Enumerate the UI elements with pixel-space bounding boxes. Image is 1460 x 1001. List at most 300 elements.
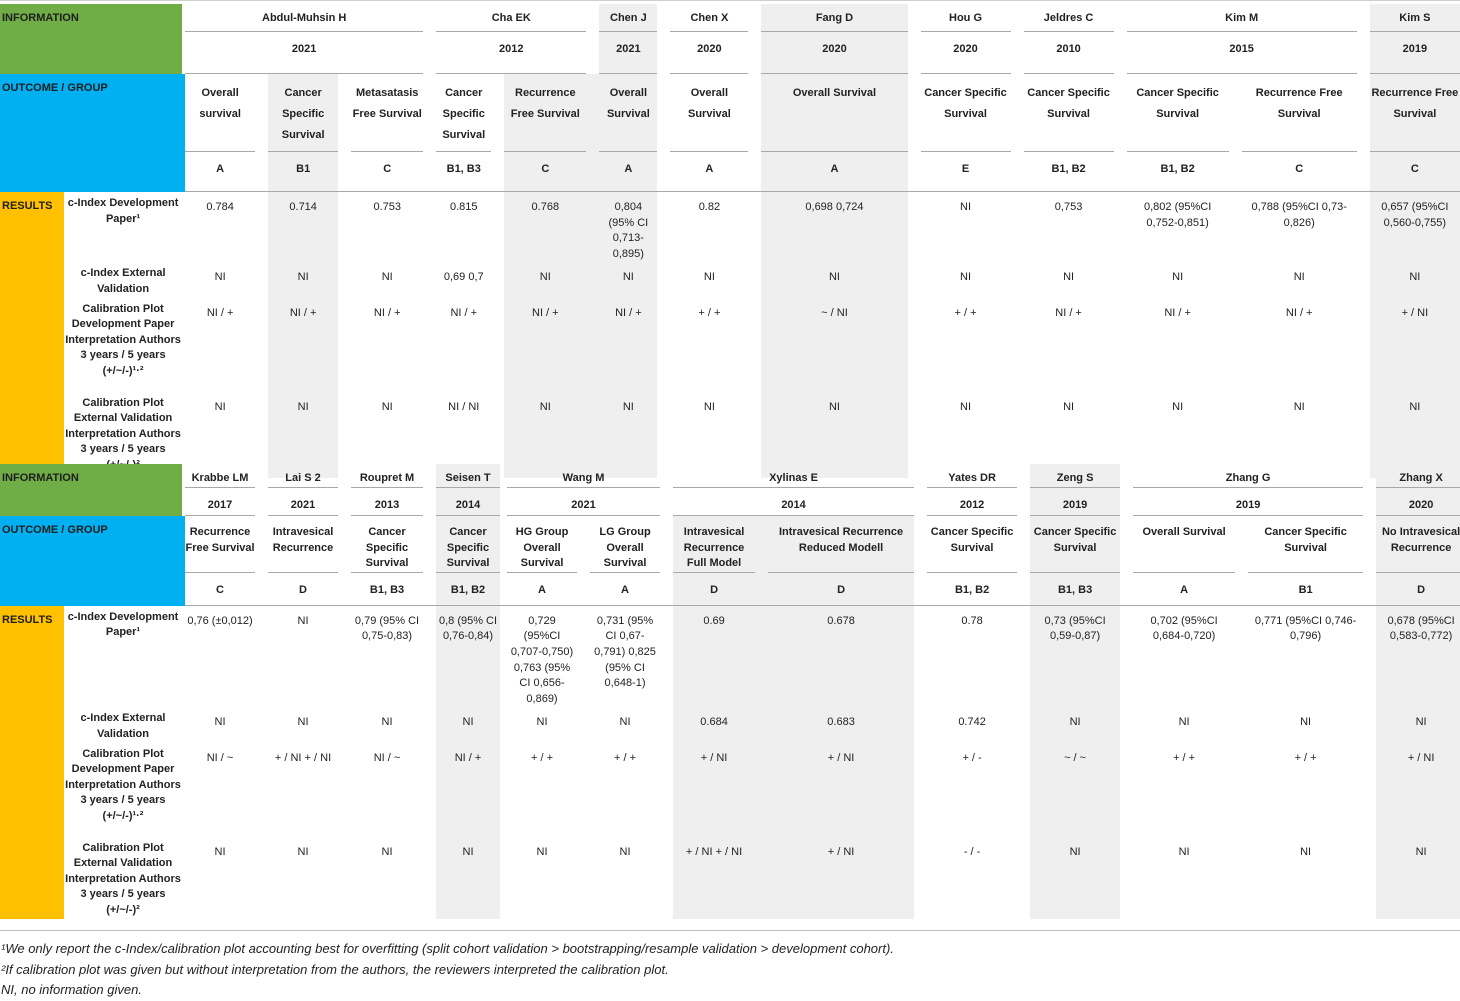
group-gutter	[908, 152, 921, 192]
result-cell: 0,788 (95%CI 0,73-0,826)	[1251, 201, 1347, 229]
result-cell: NI	[436, 707, 500, 742]
result-cell: 0,79 (95% CI 0,75-0,83)	[354, 614, 420, 643]
result-cell: 0,76 (±0,012)	[187, 614, 253, 627]
year-row-gutter	[255, 488, 268, 516]
group-cell: B1, B3	[436, 152, 491, 192]
author-row-9: Zhang X	[1376, 464, 1460, 488]
result-gutter	[338, 743, 351, 837]
result-cell: 0,69 0,7	[443, 271, 484, 284]
cal-ext-row-label: Calibration Plot External Validation Interpretation Authors 3 years / 5 years (+/~/-)²	[65, 841, 181, 916]
cindex-ext-row-label: c-Index External Validation	[80, 712, 166, 740]
result-gutter	[660, 743, 673, 837]
group-gutter	[914, 573, 927, 606]
result-cell: NI	[1376, 707, 1460, 742]
result-cell: NI	[381, 716, 393, 729]
year-row-0: 2021	[185, 32, 423, 74]
result-cell: 0.678	[768, 606, 914, 708]
result-cell: NI	[960, 271, 972, 284]
result-gutter	[1363, 837, 1376, 919]
author-row-gutter	[500, 464, 507, 488]
result-cell: 0.784	[206, 201, 234, 213]
result-cell: NI	[761, 392, 907, 478]
year-row-3: 2014	[436, 488, 500, 516]
group-band	[0, 152, 182, 192]
result-gutter	[1120, 743, 1133, 837]
result-cell: 0,771 (95%CI 0,746-0,796)	[1254, 614, 1357, 643]
outcome-label: OUTCOME / GROUP	[0, 516, 182, 573]
result-gutter	[914, 743, 927, 837]
group-gutter	[1120, 573, 1133, 606]
author-row-gutter	[1357, 4, 1370, 32]
result-gutter	[586, 262, 599, 297]
outcome-cell: Cancer Specific Survival	[1127, 74, 1229, 152]
group-gutter	[255, 573, 268, 606]
result-cell: NI	[1293, 400, 1305, 413]
result-cell: NI	[1376, 837, 1460, 919]
result-cell: 0.714	[268, 192, 338, 262]
year-row-6: 2012	[927, 488, 1017, 516]
cal-ext-row	[0, 837, 1460, 919]
group-gutter	[1235, 573, 1248, 606]
result-gutter	[1011, 298, 1024, 392]
year-row-8: 2019	[1133, 488, 1363, 516]
top-rule	[0, 0, 1460, 1]
footnote-3: NI, no information given.	[1, 982, 142, 997]
result-cell: 0,73 (95%CI 0,59-0,87)	[1030, 606, 1120, 708]
result-gutter	[914, 837, 927, 919]
author-row-gutter	[1363, 464, 1376, 488]
group-cell: D	[1376, 573, 1460, 606]
group-gutter	[586, 152, 599, 192]
outcome-cell: Intravesical Recurrence Full Model	[673, 516, 755, 573]
author-row-gutter	[423, 4, 436, 32]
result-cell: NI / +	[436, 743, 500, 837]
footnote-1: ¹We only report the c-Index/calibration plot accounting best for overfitting (split cohort validation > bootstrapping/resample validation > development cohort).	[1, 941, 894, 956]
year-row-4: 2021	[507, 488, 660, 516]
result-gutter	[500, 707, 507, 742]
result-cell: NI	[214, 716, 226, 729]
outcome-gutter	[908, 74, 921, 152]
group-gutter	[255, 152, 268, 192]
year-row-7: 2015	[1127, 32, 1357, 74]
result-cell: NI / ~	[206, 751, 234, 764]
result-gutter	[908, 262, 921, 297]
result-cell: NI	[599, 262, 657, 297]
result-gutter	[491, 262, 504, 297]
outcome-gutter	[423, 74, 436, 152]
result-gutter	[577, 837, 590, 919]
author-row-7: Zeng S	[1030, 464, 1120, 488]
year-row-1: 2012	[436, 32, 586, 74]
cal-ext-row-band	[0, 837, 64, 919]
group-gutter	[500, 573, 507, 606]
result-cell: NI	[703, 400, 715, 413]
outcome-cell: Overall survival	[185, 74, 255, 152]
footnote-2: ²If calibration plot was given but without interpretation from the authors, the reviewers interpreted the calibration plot.	[1, 961, 669, 977]
group-cell: A	[507, 573, 577, 606]
result-cell: NI	[504, 262, 586, 297]
result-cell: NI	[214, 271, 226, 284]
cindex-dev-row-label: c-Index Development Paper¹	[67, 610, 179, 639]
result-gutter	[423, 707, 436, 742]
cal-dev-row-band	[0, 743, 64, 837]
result-gutter	[500, 743, 507, 837]
group-cell: B1, B2	[1024, 152, 1114, 192]
result-cell: 0,698 0,724	[761, 192, 907, 262]
group-cell: D	[673, 573, 755, 606]
result-gutter	[755, 707, 768, 742]
outcome-cell: Recurrence Free Survival	[185, 516, 255, 573]
result-cell: + / +	[1294, 751, 1317, 764]
group-gutter	[748, 152, 761, 192]
result-gutter	[577, 606, 590, 708]
result-gutter	[1357, 298, 1370, 392]
result-cell: 0.684	[673, 707, 755, 742]
result-gutter	[1363, 606, 1376, 708]
group-cell: C	[504, 152, 586, 192]
author-row-gutter	[1114, 4, 1127, 32]
result-cell: NI / +	[504, 298, 586, 392]
result-cell: NI / +	[450, 306, 478, 319]
year-row-1: 2021	[268, 488, 338, 516]
result-gutter	[1120, 837, 1133, 919]
result-gutter	[255, 837, 268, 919]
cal-dev-row-label: Calibration Plot Development Paper Interpretation Authors 3 years / 5 years (+/~/-)¹·²	[65, 747, 181, 822]
result-gutter	[1011, 192, 1024, 262]
result-cell: + / +	[1173, 751, 1196, 764]
result-gutter	[423, 837, 436, 919]
group-gutter	[423, 573, 436, 606]
result-gutter	[255, 298, 268, 392]
author-row-gutter	[338, 464, 351, 488]
result-gutter	[255, 192, 268, 262]
table-part-2	[0, 464, 1460, 919]
result-gutter	[1229, 262, 1242, 297]
result-cell: NI / ~	[373, 751, 401, 764]
result-gutter	[660, 837, 673, 919]
result-gutter	[660, 606, 673, 708]
author-row-gutter	[748, 4, 761, 32]
result-cell: NI / NI	[448, 400, 480, 413]
group-cell: A	[670, 152, 748, 192]
group-cell: A	[1133, 573, 1235, 606]
result-cell: NI	[297, 614, 309, 627]
group-row	[0, 152, 1460, 192]
outcome-cell: Recurrence Free Survival	[1242, 74, 1357, 152]
result-cell: NI	[1300, 716, 1312, 729]
result-gutter	[1363, 743, 1376, 837]
result-cell: NI	[1063, 271, 1075, 284]
result-cell: NI	[536, 716, 548, 729]
result-cell: NI / +	[373, 306, 401, 319]
result-gutter	[748, 192, 761, 262]
cal-ext-row-label: Calibration Plot External Validation Interpretation Authors 3 years / 5 years	[65, 396, 181, 456]
year-row	[0, 32, 1460, 74]
result-gutter	[423, 298, 436, 392]
outcome-gutter	[491, 74, 504, 152]
result-cell: 0,804 (95% CI 0,713-0,895)	[599, 192, 657, 262]
result-gutter	[660, 707, 673, 742]
result-cell: + / -	[962, 751, 982, 764]
result-cell: + / +	[531, 751, 554, 764]
group-gutter	[423, 152, 436, 192]
group-cell: B1, B2	[927, 573, 1017, 606]
result-gutter	[586, 298, 599, 392]
result-gutter	[755, 743, 768, 837]
outcome-cell: Recurrence Free Survival	[504, 74, 586, 152]
group-gutter	[1363, 573, 1376, 606]
cindex-ext-row	[0, 262, 1460, 297]
result-cell: + / NI + / NI	[673, 837, 755, 919]
result-cell: NI	[1172, 400, 1184, 413]
result-cell: NI / +	[268, 298, 338, 392]
author-row-4: Fang D	[761, 4, 907, 32]
result-cell: + / NI	[1370, 298, 1460, 392]
year-row-gutter	[423, 488, 436, 516]
result-cell: NI	[381, 400, 393, 413]
cindex-dev-row	[0, 192, 1460, 262]
author-row-2: Chen J	[599, 4, 657, 32]
year-row-7: 2019	[1030, 488, 1120, 516]
result-cell: NI	[960, 201, 972, 213]
result-gutter	[908, 298, 921, 392]
author-row-band: INFORMATION	[0, 464, 182, 488]
result-gutter	[1229, 298, 1242, 392]
year-row-gutter	[423, 32, 436, 74]
author-row-2: Roupret M	[351, 464, 423, 488]
outcome-cell: HG Group Overall Survival	[507, 516, 577, 573]
result-gutter	[1114, 298, 1127, 392]
outcome-gutter	[1120, 516, 1133, 573]
result-cell: NI	[1178, 716, 1190, 729]
group-gutter	[1114, 152, 1127, 192]
result-cell: NI	[1063, 400, 1075, 413]
result-cell: NI	[1172, 271, 1184, 284]
result-cell: NI	[1370, 392, 1460, 478]
cal-dev-row-band	[0, 298, 64, 392]
group-gutter	[338, 152, 351, 192]
result-gutter	[1017, 743, 1030, 837]
group-cell: A	[599, 152, 657, 192]
result-cell: ~ / ~	[1030, 743, 1120, 837]
group-cell: C	[351, 152, 423, 192]
result-cell: NI	[214, 400, 226, 413]
group-cell: B1, B3	[1030, 573, 1120, 606]
author-row-1: Cha EK	[436, 4, 586, 32]
year-row-gutter	[1114, 32, 1127, 74]
group-gutter	[1357, 152, 1370, 192]
result-gutter	[908, 192, 921, 262]
result-gutter	[491, 192, 504, 262]
author-row-gutter	[914, 464, 927, 488]
result-gutter	[338, 707, 351, 742]
outcome-cell: Cancer Specific Survival	[927, 516, 1017, 573]
result-gutter	[1235, 837, 1248, 919]
year-row-gutter	[1357, 32, 1370, 74]
result-cell: + / +	[954, 306, 977, 319]
result-cell: NI	[599, 392, 657, 478]
year-row-3: 2020	[670, 32, 748, 74]
group-cell: E	[921, 152, 1011, 192]
author-row-gutter	[1120, 464, 1133, 488]
result-cell: NI	[214, 845, 226, 858]
result-gutter	[1120, 707, 1133, 742]
result-cell: + / +	[698, 306, 721, 319]
result-cell: NI	[381, 845, 393, 858]
result-gutter	[1114, 262, 1127, 297]
author-row-8: Kim S	[1370, 4, 1460, 32]
result-cell: NI / +	[599, 298, 657, 392]
year-row-gutter	[1017, 488, 1030, 516]
year-row-gutter	[908, 32, 921, 74]
year-row-2: 2021	[599, 32, 657, 74]
outcome-gutter	[1235, 516, 1248, 573]
cindex-ext-row-band	[0, 707, 64, 742]
author-row-5: Hou G	[921, 4, 1011, 32]
result-cell: 0.683	[768, 707, 914, 742]
group-band	[0, 573, 182, 606]
result-cell: NI	[1030, 837, 1120, 919]
outcome-gutter	[1357, 74, 1370, 152]
outcome-gutter	[748, 74, 761, 152]
result-cell: + / NI	[768, 743, 914, 837]
result-gutter	[1114, 192, 1127, 262]
result-cell: NI	[1300, 845, 1312, 858]
result-gutter	[338, 298, 351, 392]
outcome-gutter	[338, 74, 351, 152]
group-gutter	[1011, 152, 1024, 192]
result-gutter	[1235, 743, 1248, 837]
result-cell: NI	[960, 400, 972, 413]
year-row-gutter	[748, 32, 761, 74]
author-row-gutter	[1011, 4, 1024, 32]
author-row-6: Jeldres C	[1024, 4, 1114, 32]
author-row-7: Kim M	[1127, 4, 1357, 32]
year-row-gutter	[500, 488, 507, 516]
author-row-4: Wang M	[507, 464, 660, 488]
outcome-cell: Overall Survival	[670, 74, 748, 152]
outcome-cell: Overall Survival	[761, 74, 907, 152]
group-cell: C	[1242, 152, 1357, 192]
outcome-gutter	[657, 74, 670, 152]
year-row-5: 2014	[673, 488, 914, 516]
group-row	[0, 573, 1460, 606]
outcome-cell: Intravesical Recurrence Reduced Modell	[768, 516, 914, 573]
outcome-cell: Overall Survival	[599, 74, 657, 152]
outcome-gutter	[755, 516, 768, 573]
outcome-cell: LG Group Overall Survival	[590, 516, 660, 573]
outcome-gutter	[660, 516, 673, 573]
author-row-band: INFORMATION	[0, 4, 182, 32]
author-row	[0, 464, 1460, 488]
author-row-0: Krabbe LM	[185, 464, 255, 488]
outcome-gutter	[1229, 74, 1242, 152]
result-cell: 0,657 (95%CI 0,560-0,755)	[1370, 192, 1460, 262]
cindex-ext-row-band	[0, 262, 64, 297]
outcome-gutter	[338, 516, 351, 573]
group-cell: A	[761, 152, 907, 192]
result-gutter	[1363, 707, 1376, 742]
group-gutter	[1017, 573, 1030, 606]
group-cell: C	[185, 573, 255, 606]
result-gutter	[755, 837, 768, 919]
result-cell: NI / +	[1055, 306, 1082, 319]
result-cell: 0,678 (95%CI 0,583-0,772)	[1376, 606, 1460, 708]
result-cell: NI	[268, 262, 338, 297]
year-row-0: 2017	[185, 488, 255, 516]
result-cell: NI	[297, 716, 309, 729]
result-cell: NI	[504, 392, 586, 478]
result-cell: + / NI	[768, 837, 914, 919]
outcome-row	[0, 74, 1460, 152]
author-row-gutter	[660, 464, 673, 488]
group-gutter	[657, 152, 670, 192]
outcome-cell: Cancer Specific Survival	[351, 516, 423, 573]
result-gutter	[255, 606, 268, 708]
group-cell: C	[1370, 152, 1460, 192]
result-cell: + / NI	[673, 743, 755, 837]
year-row-band	[0, 488, 182, 516]
outcome-cell: Overall Survival	[1133, 516, 1235, 573]
group-cell: D	[268, 573, 338, 606]
result-gutter	[1229, 192, 1242, 262]
group-gutter	[577, 573, 590, 606]
year-row-gutter	[657, 32, 670, 74]
result-cell: 0.82	[698, 201, 721, 213]
result-cell: NI / +	[1285, 306, 1313, 319]
result-cell: + / +	[614, 751, 637, 764]
table-part-1	[0, 4, 1460, 478]
result-cell: 0,731 (95% CI 0,67-0,791) 0,825 (95% CI 0,648-1)	[594, 614, 656, 690]
result-gutter	[423, 743, 436, 837]
year-row-8: 2019	[1370, 32, 1460, 74]
result-gutter	[423, 192, 436, 262]
outcome-cell: Intravesical Recurrence	[268, 516, 338, 573]
outcome-gutter	[1011, 74, 1024, 152]
result-gutter	[338, 837, 351, 919]
result-gutter	[755, 606, 768, 708]
result-gutter	[748, 298, 761, 392]
outcome-cell: No Intravesical Recurrence	[1376, 516, 1460, 573]
year-row-gutter	[1011, 32, 1024, 74]
outcome-gutter	[577, 516, 590, 573]
result-gutter	[255, 707, 268, 742]
author-row	[0, 4, 1460, 32]
outcome-row	[0, 516, 1460, 573]
outcome-gutter	[914, 516, 927, 573]
result-cell: 0,729 (95%CI 0,707-0,750) 0,763 (95% CI 0,656-0,869)	[510, 614, 574, 705]
result-cell: NI	[536, 845, 548, 858]
year-row-6: 2010	[1024, 32, 1114, 74]
year-row-9: 2020	[1376, 488, 1460, 516]
result-cell: NI	[268, 392, 338, 478]
author-row-gutter	[255, 464, 268, 488]
result-cell: NI / +	[206, 306, 234, 319]
result-gutter	[338, 262, 351, 297]
author-row-6: Yates DR	[927, 464, 1017, 488]
group-gutter	[660, 573, 673, 606]
result-cell: NI	[436, 837, 500, 919]
group-cell: B1, B2	[436, 573, 500, 606]
year-row-gutter	[338, 488, 351, 516]
result-cell: 0.742	[958, 716, 986, 729]
footnotes	[0, 930, 1460, 1001]
outcome-cell: Cancer Specific Survival	[436, 516, 500, 573]
result-gutter	[255, 262, 268, 297]
result-cell: + / NI	[1376, 743, 1460, 837]
year-row-4: 2020	[761, 32, 907, 74]
result-gutter	[1235, 606, 1248, 708]
